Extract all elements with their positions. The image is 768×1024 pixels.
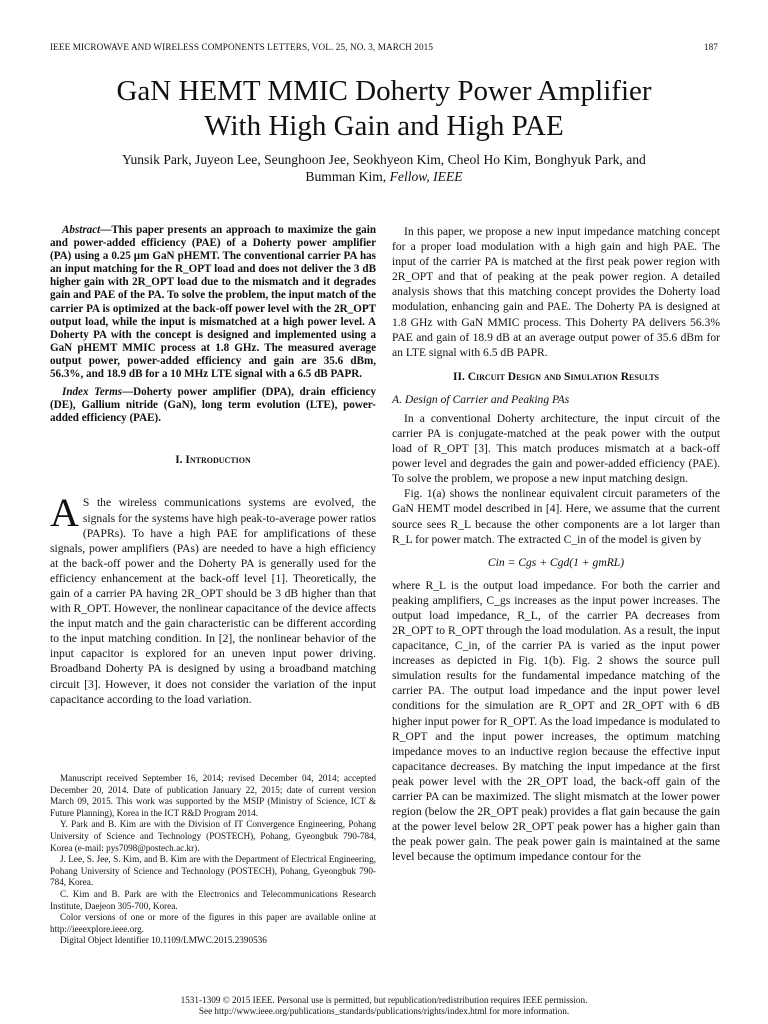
footnote-doi: Digital Object Identifier 10.1109/LMWC.2015.2390536: [60, 935, 267, 946]
index-terms-text: —Doherty power amplifier (DPA), drain efficiency (DE), Gallium nitride (GaN), long term evolution (LTE), power-added efficiency (PAE).: [50, 386, 376, 425]
journal-name: IEEE MICROWAVE AND WIRELESS COMPONENTS LETTERS, VOL. 25, NO. 3, MARCH 2015: [50, 42, 434, 52]
section2-paragraph-2: Fig. 1(a) shows the nonlinear equivalent circuit parameters of the GaN HEMT model described in [4]. Here, we assume that the current source sees R_L because the other components are a lot larger than R_L for power match. The extracted C_in of the model is given by: [392, 487, 720, 546]
subsection-heading: A. Design of Carrier and Peaking PAs: [392, 392, 570, 406]
rights-url-line: See http://www.ieee.org/publications_standards/publications/rights/index.html for more information.: [198, 1006, 570, 1017]
authors-line-2: [60, 168, 708, 185]
section2-paragraph-1: In a conventional Doherty architecture, the input circuit of the carrier PA is conjugate-matched at the peak power with the output load of R_OPT [3]. This match produces mismatch at a back-off power level and degrades the gain and power-added efficiency (PAE). To solve the problem, we propose a new input matching design.: [392, 411, 720, 486]
footnote-color-versions: Color versions of one or more of the figures in this paper are available online at http://ieeexplore.ieee.org.: [50, 912, 376, 934]
right-column: [392, 224, 720, 864]
intro-paragraph: [50, 490, 376, 706]
intro-text: S the wireless communications systems are evolved, the signals for the systems have high peak-to-average power ratios (PAPRs). To have a high PAE for amplifications of these signals, power amplifiers (PAs) are needed to have a high efficiency at the back-off power and the Doherty PA is generally used for the efficiency enhancement at the back-off level [1]. Theoretically, the gain of a carrier PA having 2R_OPT should be 3 dB higher than that with R_OPT. However, the nonlinear capacitance of the device affects the input match and the gain characteristic can be different according to the input matching condition. In [2], the nonlinear behavior of the input capacitor is explored for an uneven input power driving. Broadband Doherty PA is designed by using a broadband matching circuit [3]. However, it does not consider the variation of the input capacitance according to the load variation.: [50, 496, 376, 706]
paper-title: [50, 74, 718, 144]
footnote-affiliation-3: C. Kim and B. Park are with the Electronics and Telecommunications Research Institute, Daejeon 305-700, Korea.: [50, 888, 376, 911]
footnote-affiliation-1: Y. Park and B. Kim are with the Division of IT Convergence Engineering, Pohang University of Science and Technology (POSTECH), Pohang, Gyeongbuk 790-784, Korea (e-mail: pys7098@postech.ac.kr).: [50, 819, 376, 853]
footnote-received: Manuscript received September 16, 2014; revised December 04, 2014; accepted December 20, 2014. Date of publication January 22, 2015; date of current version March 09, 2015. This work was supported by the MSIP (Ministry of Science, ICT & Future Planning), Korea in the ICT R&D Program 2014.: [50, 773, 376, 818]
section-heading-introduction: I. Introduction: [175, 454, 251, 467]
equation-cin: Cin = Cgs + Cgd(1 + gmRL): [487, 555, 625, 569]
title-line-2: With High Gain and High PAE: [204, 110, 564, 142]
abstract-text: —This paper presents an approach to maximize the gain and power-added efficiency (PAE) of a Doherty power amplifier (PA) using a 0.25 μm GaN pHEMT. The conventional carrier PA has an input matching for the R_OPT load and does not deliver the 3 dB higher gain with 2R_OPT load due to the mismatch and it degrades gain and PAE of the PA. To solve the problem, the input match of the carrier PA is optimized at the back-off power level with the 2R_OPT output load, while the input is mismatched at a high power level. A Doherty PA with the concept is designed and implemented using a GaN pHEMT MMIC process at 1.8 GHz. The measured average output power, power-added efficiency and gain are 35.6 dBm, 56.3%, and 18.9 dB for a 10 MHz LTE signal with a 6.5 dB PAPR.: [50, 224, 376, 381]
drop-cap: A: [50, 490, 79, 536]
section2-paragraph-3: where R_L is the output load impedance. For both the carrier and peaking amplifiers, C_gs increases as the input power increases. The output load impedance, R_L, of the carrier PA decreases from 2R_OPT to R_OPT through the load modulation. As a result, the input capacitance, C_in, of the carrier PA is varied as the input power increases as depicted in Fig. 1(b). Fig. 2 shows the source pull simulation results for the fundamental impedance matching of the carrier PA. The output load impedance and the input power level conditions for the simulation are R_OPT and 2R_OPT with 6 dB higher input power for R_OPT. As the load impedance is modulated to R_OPT and the input power increases, the optimum matching impedance moves to an inductive region because the effective input capacitance decreases. By matching the input impedance at the first peak power level with the 2R_OPT load, the back-off gain of the carrier PA can be maximized. The slight mismatch at the lower power region (below the 2R_OPT peak) provides a flat gain because the gain at the power level below 2R_OPT peak power has a higher gain than the peak power gain. The peak power gain is maintained at the same level because the optimum impedance contour for the: [392, 578, 720, 864]
page-number: 187: [703, 42, 718, 52]
index-terms: [50, 386, 376, 425]
copyright-footer: [50, 995, 718, 1018]
author-name: Bumman Kim,: [305, 169, 387, 184]
authors-line-1: Yunsik Park, Juyeon Lee, Seunghoon Jee, Seokhyeon Kim, Cheol Ho Kim, Bonghyuk Park, and: [122, 152, 646, 167]
intro-continued: In this paper, we propose a new input impedance matching concept for a proper load modulation with a high gain and high PAE. The input of the carrier PA is matched at the first peak power region with 2R_OPT and that of peaking at the peak power region. A detailed analysis shows that this matching concept provides the Doherty load modulation, enhancing gain and PAE. The Doherty PA is designed at 1.8 GHz with GaN MMIC process. This Doherty PA delivers 56.3% PAE and gain of 18.9 dB at an average output power of 35.6 dBm for an LTE signal with 6.5 dB PAPR.: [392, 225, 720, 359]
abstract-lead: Abstract: [62, 224, 101, 236]
index-terms-lead: Index Terms: [62, 386, 123, 399]
running-header: [50, 42, 718, 56]
title-line-1: GaN HEMT MMIC Doherty Power Amplifier: [116, 75, 652, 107]
author-list: [60, 151, 708, 185]
footnotes: [50, 773, 376, 947]
author-role: Fellow, IEEE: [389, 169, 463, 184]
footnote-affiliation-2: J. Lee, S. Jee, S. Kim, and B. Kim are with the Department of Electrical Engineering, Pohang University of Science and Technology (POSTECH), Pohang, Gyeongbuk 790-784, Korea.: [50, 854, 376, 888]
left-column: [50, 224, 376, 707]
copyright-line: 1531-1309 © 2015 IEEE. Personal use is permitted, but republication/redistribution requires IEEE permission.: [180, 995, 588, 1005]
abstract: [50, 224, 376, 381]
section-heading-circuit-design: II. Circuit Design and Simulation Results: [453, 370, 659, 383]
